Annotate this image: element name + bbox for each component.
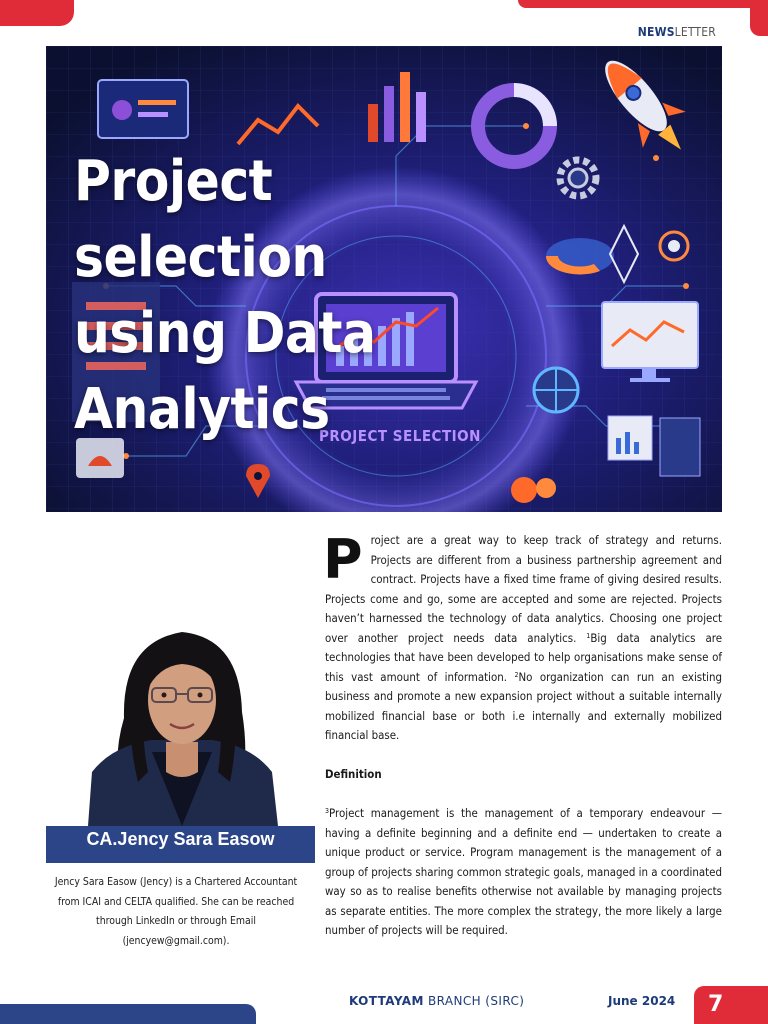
footer-accent-bar [0, 1004, 256, 1024]
footnote-ref: 1 [586, 631, 591, 640]
author-photo [82, 622, 278, 826]
paragraph-text: Project management is the management of a temporary endeavour — having a definite beginning and a definite end — undertaken to create a unique product or service. Program management is the management of a group of projects sharing common strategic goals, managed in a coordinated way so as to realise benefits otherwise not available by managing projects as separate entities. The more complex the strategy, the more likely a large number of projects will be required. [325, 806, 722, 937]
footer-branch-rest: BRANCH (SIRC) [423, 994, 525, 1008]
newsletter-label [638, 25, 716, 39]
page-title [74, 144, 534, 448]
author-name-banner: CA.Jency Sara Easow [46, 826, 315, 863]
paragraph-text: No organization can run an existing business and promote a new expansion project without a suitable internally mobilized financial base or both i.e internally and externally mobilized financial base. [325, 669, 722, 742]
newsletter-bold: NEWS [637, 25, 675, 39]
article-body [323, 528, 722, 941]
footer-branch-bold: KOTTAYAM [349, 994, 424, 1008]
article-paragraph [325, 804, 722, 941]
drop-cap: P [323, 528, 363, 591]
article-paragraph [323, 528, 722, 746]
top-left-corner-accent [0, 0, 74, 26]
laptop-caption: PROJECT SELECTION [319, 427, 481, 445]
paragraph-text: Big data analytics are technologies that have been developed to help organisations make sense of this vast amount of information. [325, 630, 722, 684]
newsletter-light: LETTER [674, 25, 716, 39]
footnote-ref: 2 [514, 670, 519, 679]
page-number: 7 [694, 986, 768, 1024]
top-right-corner-drop [750, 0, 768, 36]
footnote-ref: 3 [325, 807, 330, 815]
author-bio: Jency Sara Easow (Jency) is a Chartered Accountant from ICAI and CELTA qualified. She can be reached through LinkedIn or through Email (jencyew@gmail.com). [54, 876, 298, 948]
paragraph-text: roject are a great way to keep track of strategy and returns. Projects are different from a business partnership agreement and contract. Projects have a fixed time frame of giving desired results. Projects come and go, some are accepted and some are rejected. Projects haven’t harnessed the technology of data analytics. Choosing one project over another project needs data analytics. [325, 533, 722, 645]
footer-date: June 2024 [608, 994, 676, 1008]
section-heading: Definition [325, 767, 382, 781]
top-right-corner-accent [518, 0, 768, 8]
title-line: using Data [74, 301, 376, 366]
title-line: Project selection [74, 149, 327, 290]
footer-branch [349, 994, 524, 1008]
hero-image [46, 46, 722, 512]
title-line: Analytics [74, 377, 330, 442]
